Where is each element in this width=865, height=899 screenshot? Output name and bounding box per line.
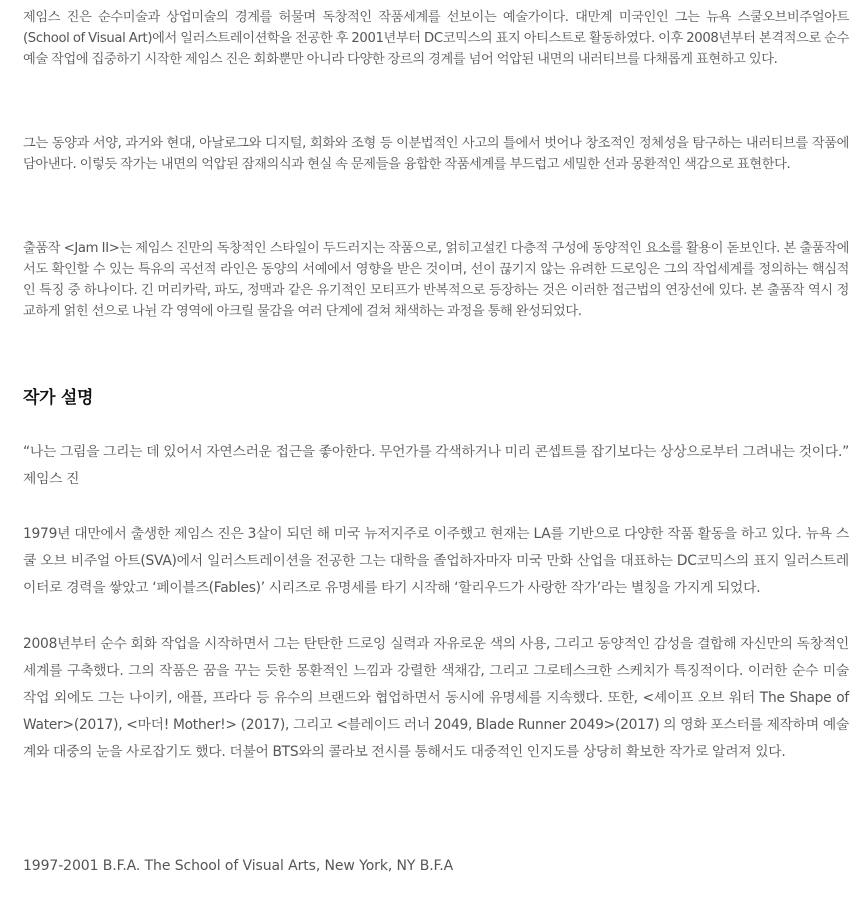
- intro-paragraph-themes: 그는 동양과 서양, 과거와 현대, 아날로그와 디지털, 회화와 조형 등 이분법적인 사고의 틀에서 벗어나 창조적인 정체성을 탐구하는 내러티브를 작품에 담아낸다. 이렇듯 작가는 내면의 억압된 잠재의식과 현실 속 문제들을 융합한 작품세계를 부드럽고 세밀한 선과 몽환적인 색감으로 표현한다.: [23, 136, 849, 172]
- education-entry: 1997-2001 B.F.A. The School of Visual Arts, New York, NY B.F.A: [23, 858, 454, 874]
- intro-paragraph-artwork: 출품작 <Jam II>는 제임스 진만의 독창적인 스타일이 두드러지는 작품으로, 얽히고설킨 다층적 구성에 동양적인 요소를 활용이 돋보인다. 본 출품작에서도 확인할 수 있는 특유의 곡선적 라인은 동양의 서예에서 영향을 받은 것이며, 선이 끊기지 않는 유려한 드로잉은 그의 작업세계를 정의하는 핵심적인 특징 중 하나이다. 긴 머리카락, 파도, 정맥과 같은 유기적인 모티프가 반복적으로 등장하는 것은 이러한 접근법의 연장선에 있다. 본 출품작 역시 정교하게 얽힌 선으로 나뉜 각 영역에 아크릴 물감을 여러 단계에 걸쳐 채색하는 과정을 통해 완성되었다.: [23, 241, 849, 319]
- section-title-artist-description: 작가 설명: [23, 388, 94, 408]
- artist-early-career-paragraph: 1979년 대만에서 출생한 제임스 진은 3살이 되던 해 미국 뉴저지주로 이주했고 현재는 LA를 기반으로 다양한 작품 활동을 하고 있다. 뉴욕 스쿨 오브 비주얼 아트(SVA)에서 일러스트레이션을 전공한 그는 대학을 졸업하자마자 미국 만화 산업을 대표하는 DC코믹스의 표지 일러스트레이터로 경력을 쌓았고 ‘페이블즈(Fables)’ 시리즈로 유명세를 타기 시작해 ‘할리우드가 사랑한 작가’라는 별칭을 가지게 되었다.: [23, 526, 849, 596]
- artist-fine-art-paragraph: 2008년부터 순수 회화 작업을 시작하면서 그는 탄탄한 드로잉 실력과 자유로운 색의 사용, 그리고 동양적인 감성을 결합해 자신만의 독창적인 세계를 구축했다. 그의 작품은 꿈을 꾸는 듯한 몽환적인 느낌과 강렬한 색채감, 그리고 그로테스크한 스케치가 특징적이다. 이러한 순수 미술 작업 외에도 그는 나이키, 애플, 프라다 등 유수의 브랜드와 협업하면서 동시에 유명세를 지속했다. 또한, <셰이프 오브 워터 The Shape of Water>(2017), <마더! Mother!> (2017), 그리고 <블레이드 러너 2049, Blade Runner 2049>(2017) 의 영화 포스터를 제작하며 예술계와 대중의 눈을 사로잡기도 했다. 더불어 BTS와의 콜라보 전시를 통해서도 대중적인 인지도를 상당히 확보한 작가로 알려져 있다.: [23, 636, 849, 760]
- artist-quote-paragraph: “나는 그림을 그리는 데 있어서 자연스러운 접근을 좋아한다. 무언가를 각색하거나 미리 콘셉트를 잡기보다는 상상으로부터 그려내는 것이다.” 제임스 진: [23, 444, 849, 487]
- intro-paragraph-biography: 제임스 진은 순수미술과 상업미술의 경계를 허물며 독창적인 작품세계를 선보이는 예술가이다. 대만계 미국인인 그는 뉴욕 스쿨오브비주얼아트(School of Visual Art)에서 일러스트레이션학을 전공한 후 2001년부터 DC코믹스의 표지 아티스트로 활동하였다. 이후 2008년부터 본격적으로 순수예술 작업에 집중하기 시작한 제임스 진은 회화뿐만 아니라 다양한 장르의 경계를 넘어 억압된 내면의 내러티브를 다채롭게 표현하고 있다.: [23, 10, 849, 67]
